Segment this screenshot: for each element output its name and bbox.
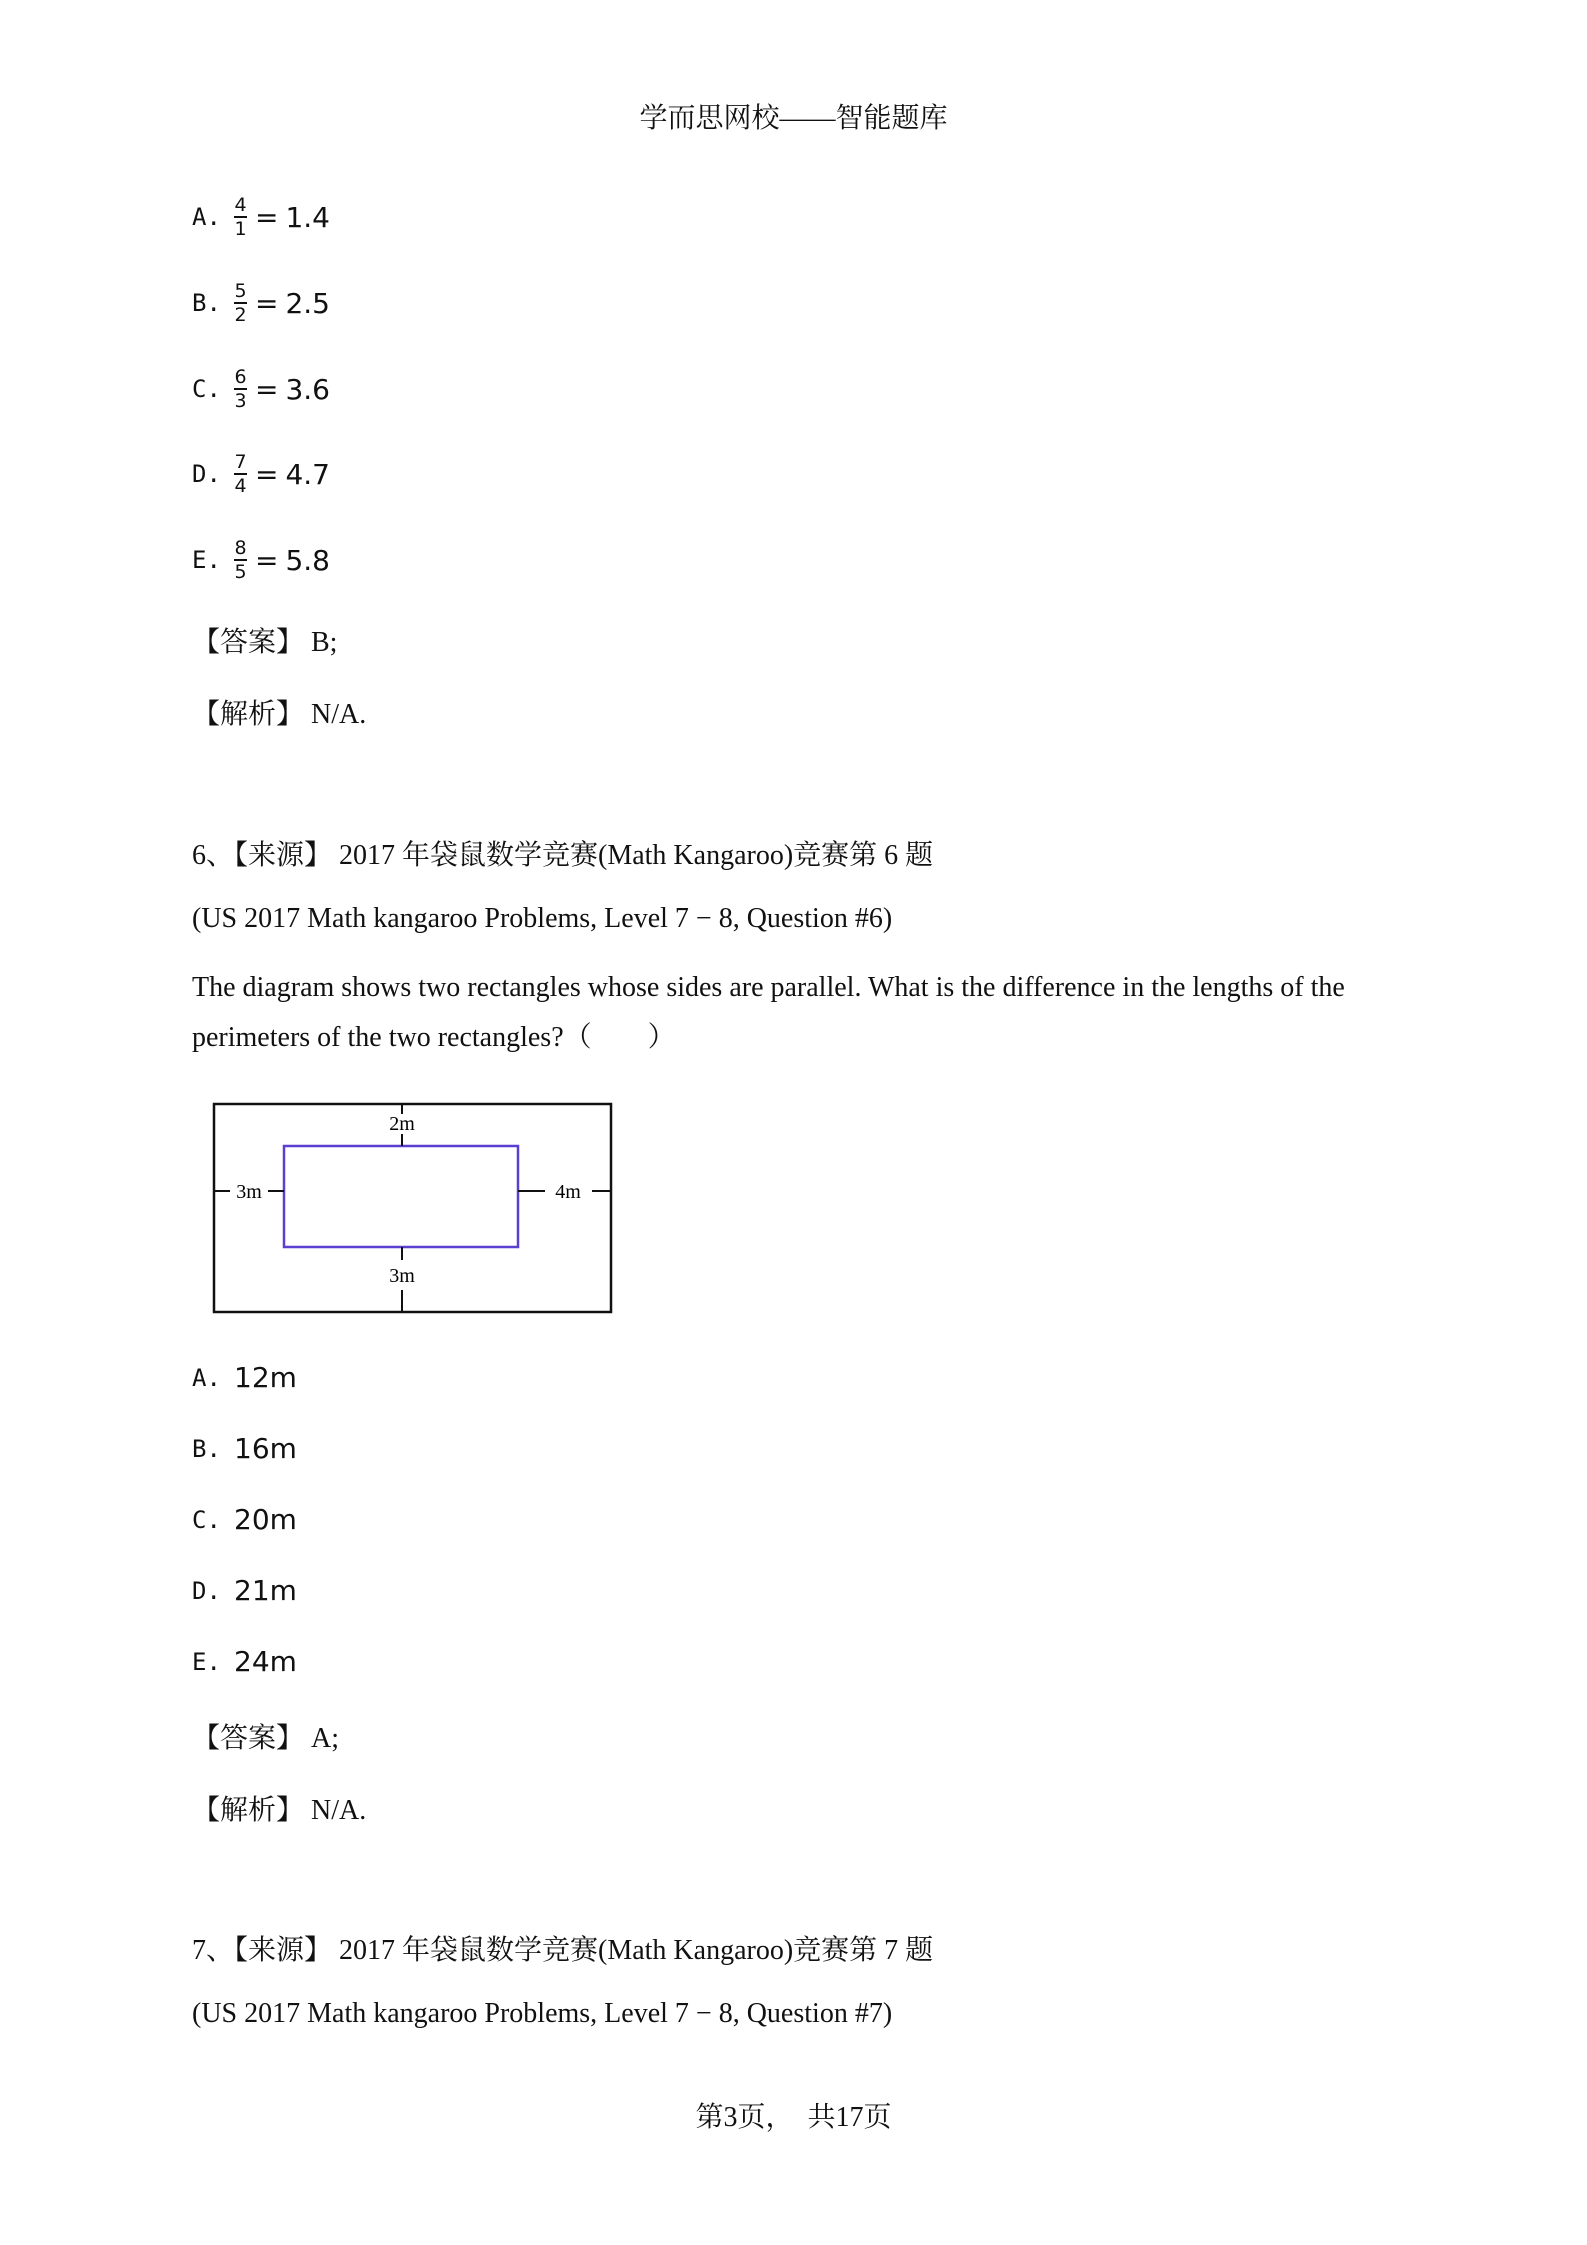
option-label: C. [192,375,221,403]
page-footer: 第3页， 共17页 [695,2102,892,2133]
q6-option-e [192,1645,297,1678]
fraction: $\frac{8}{5}$ [234,537,247,583]
q6-answer: 【答案】 A; [192,1723,340,1754]
fraction: $\frac{6}{3}$ [234,366,247,412]
rectangles-diagram [210,1100,615,1316]
equals-sign: = [255,200,279,234]
q5-answer: 【答案】 B; [192,627,338,658]
equals-sign: = [255,457,279,491]
option-value: 3.6 [285,372,330,406]
option-label: E. [192,1647,221,1676]
option-value: 16m [234,1432,297,1465]
option-value: 24m [234,1645,297,1678]
option-value: 20m [234,1503,297,1536]
fraction: $\frac{5}{2}$ [234,280,247,326]
option-label: B. [192,1434,221,1463]
option-label: C. [192,1505,221,1534]
equals-sign: = [255,372,279,406]
q5-option-d [192,452,330,496]
q6-analysis: 【解析】 N/A. [192,1795,367,1826]
q6-question: The diagram shows two rectangles whose sides are parallel. What is the difference in the lengths of the perimeters of the two rectangles?（ ） [192,972,1345,1053]
option-value: 12m [234,1361,297,1394]
bottom-gap-label: 3m [389,1265,415,1287]
option-label: D. [192,460,221,488]
q6-option-d [192,1574,297,1607]
left-gap-label: 3m [236,1181,262,1203]
q5-option-a [192,195,330,239]
top-gap-label: 2m [389,1113,415,1135]
q5-option-c [192,367,330,411]
option-label: B. [192,289,221,317]
q6-source: 6、【来源】 2017 年袋鼠数学竞赛(Math Kangaroo)竞赛第 6 题 [192,840,934,871]
option-value: 1.4 [285,200,330,234]
option-value: 21m [234,1574,297,1607]
option-value: 2.5 [285,286,330,320]
q5-option-b [192,281,330,325]
option-value: 5.8 [285,543,330,577]
equals-sign: = [255,543,279,577]
q6-subtitle: (US 2017 Math kangaroo Problems, Level 7 − 8, Question #6) [192,903,893,934]
q5-option-e [192,538,330,582]
q6-option-c [192,1503,297,1536]
option-label: E. [192,546,221,574]
inner-rectangle [284,1146,518,1247]
equals-sign: = [255,286,279,320]
option-value: 4.7 [285,457,330,491]
fraction: $\frac{4}{1}$ [234,194,247,240]
q7-subtitle: (US 2017 Math kangaroo Problems, Level 7 − 8, Question #7) [192,1998,893,2029]
q6-option-a [192,1361,297,1394]
fraction: $\frac{7}{4}$ [234,451,247,497]
page-header: 学而思网校——智能题库 [639,103,948,134]
q6-option-b [192,1432,297,1465]
q7-source: 7、【来源】 2017 年袋鼠数学竞赛(Math Kangaroo)竞赛第 7 题 [192,1935,934,1966]
q5-analysis: 【解析】 N/A. [192,699,367,730]
option-label: A. [192,203,221,231]
right-gap-label: 4m [555,1181,581,1203]
option-label: A. [192,1363,221,1392]
option-label: D. [192,1576,221,1605]
